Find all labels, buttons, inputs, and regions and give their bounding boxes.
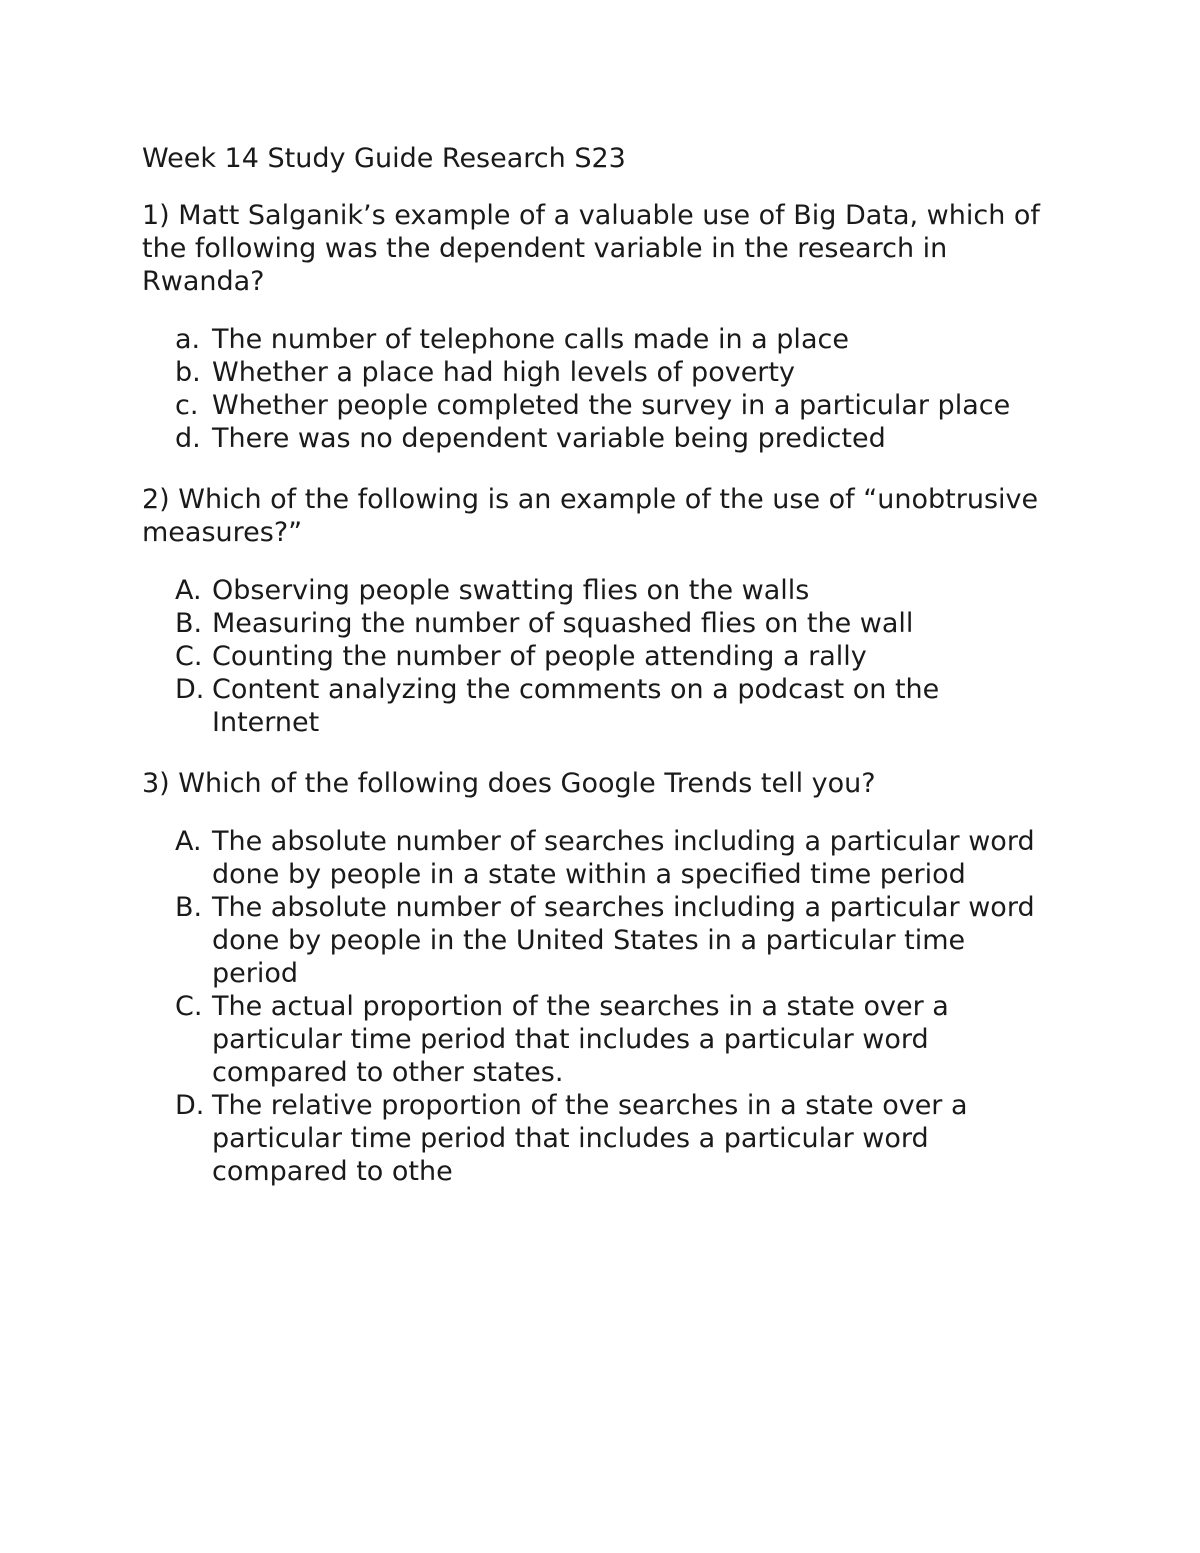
option-item [175,990,1042,1089]
option-marker: C. [175,641,203,672]
option-item [175,574,1042,607]
option-text: Content analyzing the comments on a podcast on the Internet [212,674,940,738]
option-text: Whether a place had high levels of poverty [212,357,795,388]
option-text: The absolute number of searches including a particular word done by people in a state within a specified time period [212,826,1035,890]
option-text: The relative proportion of the searches in a state over a particular time period that includes a particular word compared to othe [212,1090,968,1187]
question-block-2 [142,483,1042,739]
option-marker: d. [175,423,201,454]
option-marker: a. [175,324,201,355]
option-text: The absolute number of searches including a particular word done by people in the United States in a particular time period [212,892,1035,989]
option-item [175,825,1042,891]
option-list [142,574,1042,739]
option-marker: D. [175,1090,205,1121]
option-item [175,323,1042,356]
document-page [142,142,1042,1216]
question-text: 3) Which of the following does Google Trends tell you? [142,768,876,799]
option-text: There was no dependent variable being predicted [212,423,886,454]
option-item [175,607,1042,640]
option-marker: c. [175,390,199,421]
option-text: Counting the number of people attending a rally [212,641,867,672]
option-text: Whether people completed the survey in a particular place [212,390,1011,421]
question-block-1 [142,199,1042,455]
option-marker: B. [175,608,203,639]
option-marker: D. [175,674,205,705]
option-item [175,1089,1042,1188]
document-title: Week 14 Study Guide Research S23 [142,143,626,174]
question-text: 1) Matt Salganik’s example of a valuable use of Big Data, which of the following was the dependent variable in the research in Rwanda? [142,200,1040,297]
option-item [175,389,1042,422]
question-block-3 [142,767,1042,1188]
option-item [175,891,1042,990]
option-list [142,323,1042,455]
option-item [175,640,1042,673]
option-text: The number of telephone calls made in a place [212,324,849,355]
option-marker: B. [175,892,203,923]
option-marker: C. [175,991,203,1022]
option-item [175,673,1042,739]
option-text: The actual proportion of the searches in a state over a particular time period that includes a particular word compared to other states. [212,991,949,1088]
option-text: Observing people swatting flies on the walls [212,575,810,606]
question-text: 2) Which of the following is an example of the use of “unobtrusive measures?” [142,484,1039,548]
option-item [175,356,1042,389]
option-text: Measuring the number of squashed flies on the wall [212,608,914,639]
option-marker: A. [175,826,202,857]
option-item [175,422,1042,455]
option-list [142,825,1042,1188]
option-marker: A. [175,575,202,606]
option-marker: b. [175,357,201,388]
